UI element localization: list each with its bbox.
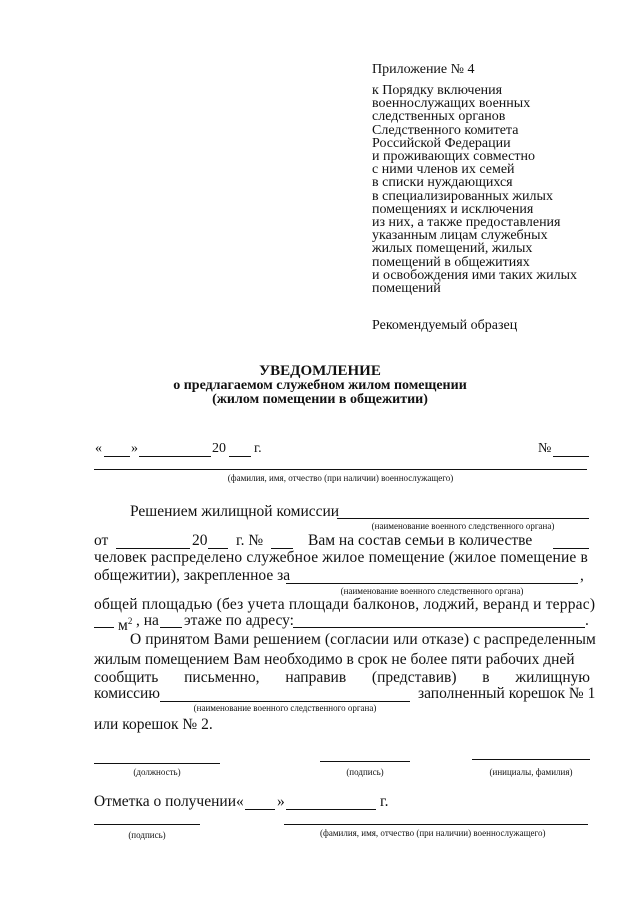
date-open-quote: « [95, 441, 102, 456]
appendix-line: следственных органов [372, 109, 506, 125]
number-sign: № [538, 441, 552, 456]
document-subtitle-2: (жилом помещении в общежитии) [212, 392, 428, 407]
date-year-suffix: г. [254, 441, 262, 456]
date-month-blank[interactable] [139, 456, 211, 457]
caption-signature-2: (подпись) [128, 830, 166, 840]
caption-fio-serviceman: (фамилия, имя, отчество (при наличии) военнослужащего) [227, 473, 454, 483]
caption-organ-1: (наименование военного следственного органа) [371, 521, 555, 531]
appendix-line: Следственного комитета [372, 122, 519, 138]
p2-word: сообщить [94, 669, 159, 686]
date-close-quote: » [131, 441, 138, 456]
receipt-day-blank[interactable] [245, 809, 275, 810]
document-subtitle-1: о предлагаемом служебном жилом помещении [173, 378, 467, 393]
m2-unit: $м^2$ [118, 616, 133, 635]
appendix-line: помещениях и исключения [372, 201, 534, 217]
appendix-line: помещений в общежитиях [372, 254, 530, 270]
receipt-close-quote: » [277, 793, 285, 810]
from-text: от [94, 532, 109, 549]
caption-position: (должность) [133, 767, 181, 777]
receipt-g: г. [380, 793, 389, 810]
p2-word: в [482, 669, 490, 686]
appendix-line: в списки нуждающихся [372, 175, 513, 191]
stub-1-text: заполненный корешок № 1 [418, 685, 596, 702]
floor-address-text: этаже по адресу: [184, 612, 294, 629]
decision-g-no: г. № [236, 532, 264, 549]
caption-fio-receiver: (фамилия, имя, отчество (при наличии) военнослужащего) [320, 828, 546, 838]
appendix-line: с ними членов их семей [372, 162, 515, 178]
caption-organ-2: (наименование военного следственного органа) [340, 586, 524, 596]
comma: , [580, 567, 584, 584]
appendix-line: Российской Федерации [372, 135, 511, 151]
date-year-blank[interactable] [229, 456, 251, 457]
document-title: УВЕДОМЛЕНИЕ [259, 363, 381, 379]
organ-blank-3[interactable] [160, 701, 410, 702]
commission-text: комиссию [94, 685, 160, 702]
body-line-2: человек распределено служебное жилое помещение (жилое помещение в [94, 549, 588, 566]
caption-signature-1: (подпись) [346, 767, 384, 777]
p2-word: жилищную [515, 669, 590, 686]
appendix-text [372, 84, 577, 295]
decision-text: Решением жилищной комиссии [130, 503, 340, 520]
floor-blank[interactable] [160, 627, 182, 628]
area-blank[interactable] [94, 627, 114, 628]
appendix-title: Приложение № 4 [372, 62, 475, 77]
period: . [585, 612, 589, 629]
decision-year-prefix: 20 [192, 532, 208, 549]
appendix-line: и освобождения ими таких жилых [372, 267, 577, 283]
organ-blank-2[interactable] [286, 583, 578, 584]
appendix-line: указанным лицам служебных [372, 228, 548, 244]
receipt-month-blank[interactable] [286, 809, 376, 810]
stub-2-text: или корешок № 2. [94, 716, 213, 733]
appendix-line: жилых помещений, жилых [372, 241, 533, 257]
address-blank[interactable] [293, 627, 585, 628]
number-blank[interactable] [553, 456, 589, 457]
fio-serviceman-blank[interactable] [94, 469, 587, 470]
organ-blank-1[interactable] [337, 518, 589, 519]
p2-line-2: жилым помещением Вам необходимо в срок не более пяти рабочих дней [94, 651, 575, 668]
appendix-line: военнослужащих военных [372, 96, 531, 112]
body-line-4: общей площадью (без учета площади балконов, лоджий, веранд и террас) [94, 596, 596, 613]
receipt-open-quote: « [236, 793, 244, 810]
signature-blank-1[interactable] [320, 761, 410, 762]
p2-word: письменно, [184, 669, 260, 686]
caption-organ-3: (наименование военного следственного органа) [193, 703, 377, 713]
position-blank[interactable] [94, 763, 220, 764]
appendix-line: к Порядку включения [372, 83, 503, 98]
signature-blank-2[interactable] [94, 824, 200, 825]
m2-superscript: 2 [127, 616, 133, 626]
p2-line-3 [94, 670, 590, 686]
recommended-sample: Рекомендуемый образец [372, 318, 518, 333]
p2-line-1: О принятом Вами решением (согласии или отказе) с распределенным [130, 631, 596, 648]
appendix-line: помещений [372, 281, 441, 297]
appendix-line: в специализированных жилых [372, 188, 553, 204]
body-line-3: общежитии), закрепленное за [94, 567, 291, 584]
caption-initials: (инициалы, фамилия) [489, 767, 573, 777]
date-year-prefix: 20 [212, 441, 226, 456]
appendix-line: и проживающих совместно [372, 149, 536, 165]
receipt-label: Отметка о получении [94, 793, 236, 810]
fio-receiver-blank[interactable] [284, 824, 588, 825]
on-floor-text: , на [136, 612, 159, 629]
p2-word: направив [285, 669, 347, 686]
p2-word: (представив) [371, 669, 457, 686]
initials-blank[interactable] [472, 759, 590, 760]
date-day-blank[interactable] [104, 456, 130, 457]
family-text: Вам на состав семьи в количестве [308, 532, 533, 549]
appendix-line: из них, а также предоставления [372, 215, 561, 231]
